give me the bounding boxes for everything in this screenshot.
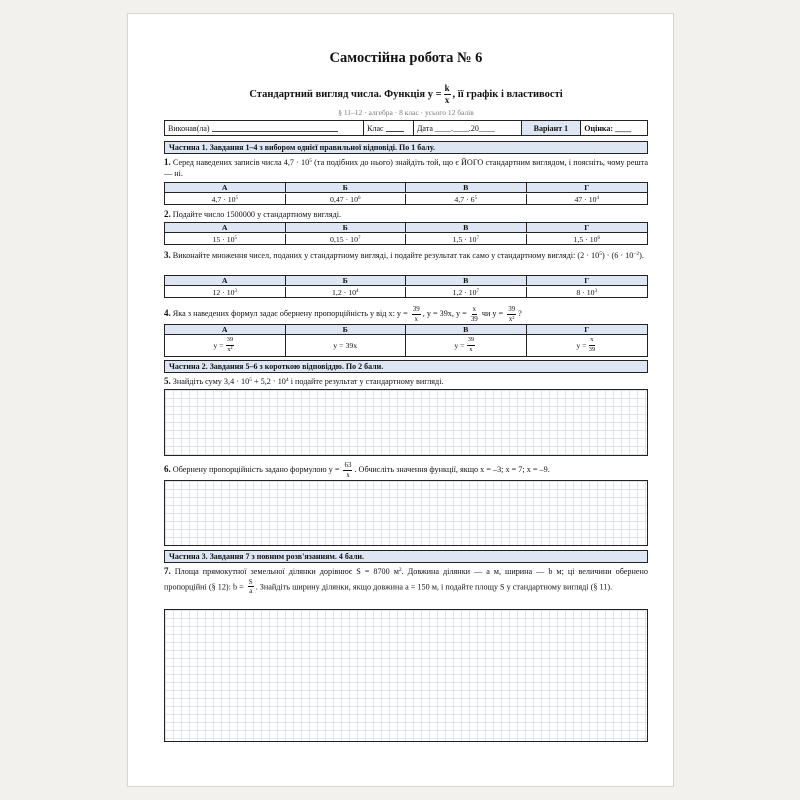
fraction xyxy=(589,337,596,353)
frac-den: 39 xyxy=(588,346,596,353)
option-b[interactable] xyxy=(286,335,407,356)
frac-den: x xyxy=(414,314,418,323)
option-b[interactable]: 0,47 · 10 6 xyxy=(286,194,407,204)
fraction xyxy=(507,306,516,323)
option-letter: В xyxy=(406,325,527,335)
question-text-end: і подайте результат у стандартному вигляді. xyxy=(288,377,444,386)
option-letter: Г xyxy=(527,276,648,286)
option-base: 4,7 · 6 xyxy=(454,194,475,204)
option-b[interactable]: 1,2 · 10 4 xyxy=(286,287,407,297)
question-text: Обернену пропорційність задано формулою y = xyxy=(172,465,340,474)
option-d[interactable]: 1,5 · 10 6 xyxy=(573,234,601,244)
frac-den: a xyxy=(249,587,253,596)
frac-num: 39 xyxy=(412,304,420,313)
question-text-cont: , y = 39x, y = xyxy=(422,309,467,318)
option-letter: А xyxy=(165,325,286,335)
option-c[interactable]: 1,2 · 10 7 xyxy=(406,287,527,297)
frac-den: 39 xyxy=(470,314,478,323)
frac-num: 39 xyxy=(508,304,516,313)
question-text-cont: . Обчисліть значення функції, якщо x = –3; x = 7; x = –9. xyxy=(354,465,550,474)
fraction xyxy=(471,306,478,323)
option-base: 8 · 10 xyxy=(576,287,595,297)
option-base: y = xyxy=(454,341,465,350)
question-number: 5. xyxy=(164,376,171,386)
option-d[interactable] xyxy=(527,335,648,356)
option-letter: Б xyxy=(286,223,407,233)
frac-den: x² xyxy=(227,346,233,353)
option-base: 47 · 10 xyxy=(574,194,597,204)
frac-num: 39 xyxy=(226,337,235,346)
grade-field[interactable]: Оцінка: ____ xyxy=(584,123,632,133)
question-number: 7. xyxy=(164,566,171,576)
option-a[interactable]: 15 · 10 5 xyxy=(165,234,286,244)
performed-by-field[interactable] xyxy=(165,121,364,135)
option-letter: Б xyxy=(286,325,407,335)
question-number: 2. xyxy=(164,209,171,219)
question-text-end: . Знайдіть ширину ділянки, якщо довжина a = 150 м, і подайте площу S у стандартному вигляді (§ 11). xyxy=(255,581,613,591)
fraction xyxy=(226,337,235,353)
subtitle-fraction xyxy=(444,84,451,105)
option-base: y = xyxy=(576,341,587,350)
option-base: y = 39x xyxy=(333,341,358,350)
frac-num: 63 xyxy=(344,460,352,469)
class-label: Клас xyxy=(367,123,384,133)
question-2 xyxy=(164,209,648,220)
frac-num: x xyxy=(589,337,594,346)
page-meta: § 11–12 · алгебра · 8 клас · усього 12 балів xyxy=(338,108,474,117)
question-number: 1. xyxy=(164,157,171,167)
subtitle-after: , її графік і властивості xyxy=(452,88,563,100)
page-title: Самостійна робота № 6 xyxy=(329,50,483,66)
part-3-header: Частина 3. Завдання 7 з повним розв'язанням. 4 бали. xyxy=(164,550,648,563)
fraction xyxy=(248,579,254,596)
class-line[interactable] xyxy=(386,124,404,132)
option-d[interactable]: 8 · 10 3 xyxy=(576,287,598,297)
question-5 xyxy=(164,376,648,387)
answer-grid-q5[interactable] xyxy=(164,389,648,456)
question-text-cont: . Довжина ділянки — a м, ширина — b м; ці величини обернено пропорційні (§ 12): b = xyxy=(164,567,648,591)
option-base: 1,5 · 10 xyxy=(452,234,477,244)
question-text-cont: чи y = xyxy=(481,309,504,318)
exponent: 2 xyxy=(398,567,402,573)
question-text: Серед наведених записів числа 4,7 · 10 xyxy=(172,158,310,167)
frac-den: x xyxy=(346,470,350,479)
exponent: 4 xyxy=(285,377,289,383)
option-base: 12 · 10 xyxy=(212,287,235,297)
frac-den: x² xyxy=(508,314,515,323)
fraction xyxy=(467,337,476,353)
option-base: 15 · 10 xyxy=(212,234,235,244)
option-letter: Б xyxy=(286,276,407,286)
question-text-cont: (та подібних до нього) знайдіть той, що є ЙОГО стандартним виглядом, і поясніть, чому решта — ні. xyxy=(164,158,648,178)
option-letter: В xyxy=(406,223,527,233)
performed-by-label: Виконав(ла) xyxy=(168,123,210,133)
exponent: −2 xyxy=(633,251,640,257)
option-base: 1,5 · 10 xyxy=(573,234,598,244)
frac-num: 39 xyxy=(467,337,476,346)
option-base: 4,7 · 10 xyxy=(211,194,236,204)
option-base: 1,2 · 10 xyxy=(452,287,477,297)
answer-grid-q7[interactable] xyxy=(164,609,648,742)
option-base: 1,2 · 10 xyxy=(331,287,357,297)
performed-by-line[interactable] xyxy=(212,124,338,132)
worksheet-page xyxy=(127,13,674,787)
option-c[interactable]: 4,7 · 6 5 xyxy=(406,194,527,204)
fraction xyxy=(412,306,421,323)
question-text: Виконайте множення чисел, поданих у стандартному вигляді, і подайте результат так само у стандартному вигляді: (2 · 10 xyxy=(172,251,600,260)
q2-options-table xyxy=(164,222,648,245)
option-letter: А xyxy=(165,276,286,286)
question-3 xyxy=(164,250,648,261)
frac-num: k xyxy=(444,83,450,93)
question-6 xyxy=(164,460,648,479)
option-a[interactable]: 12 · 10 3 xyxy=(165,287,286,297)
question-text: Яка з наведених формул задає обернену пропорційність у від x: y = xyxy=(172,309,408,318)
question-text: Подайте число 1500000 у стандартному вигляді. xyxy=(172,210,342,219)
question-number: 4. xyxy=(164,308,171,318)
option-letter: В xyxy=(406,183,527,193)
question-text-end: ? xyxy=(518,309,522,318)
option-letter: А xyxy=(165,183,286,193)
question-text-cont: ) · (6 · 10 xyxy=(601,251,634,260)
question-7 xyxy=(164,565,648,595)
question-number: 6. xyxy=(164,464,171,474)
frac-num: S xyxy=(248,577,253,586)
exponent: 5 xyxy=(309,158,312,164)
exponent: 5 xyxy=(599,251,602,257)
option-letter: Г xyxy=(527,183,648,193)
exponent: 5 xyxy=(249,377,252,383)
q4-options-table xyxy=(164,324,648,357)
question-1 xyxy=(164,157,648,179)
class-field[interactable] xyxy=(364,121,414,135)
option-letter: Г xyxy=(527,325,648,335)
question-text-cont: + 5,2 · 10 xyxy=(251,377,286,386)
option-letter: А xyxy=(165,223,286,233)
option-b[interactable]: 0,15 · 10 7 xyxy=(286,234,407,244)
student-info-box xyxy=(164,120,648,136)
option-base: y = xyxy=(213,341,224,350)
option-letter: В xyxy=(406,276,527,286)
question-text-end: ). xyxy=(639,251,644,260)
option-letter: Г xyxy=(527,223,648,233)
part-2-header: Частина 2. Завдання 5–6 з короткою відповіддю. По 2 бали. xyxy=(164,360,648,373)
fraction xyxy=(343,462,352,479)
frac-num: x xyxy=(472,304,477,313)
option-letter: Б xyxy=(286,183,407,193)
q3-options-table xyxy=(164,275,648,298)
q1-options-table xyxy=(164,182,648,205)
question-text: Площа прямокутної земельної ділянки дорівнює S = 8700 м xyxy=(174,567,399,576)
option-d[interactable]: 47 · 10 4 xyxy=(574,194,600,204)
option-base: 0,47 · 10 xyxy=(330,194,358,204)
frac-den: x xyxy=(469,346,473,353)
option-base: 0,15 · 10 xyxy=(330,234,358,244)
question-text: Знайдіть суму 3,4 · 10 xyxy=(172,377,250,386)
part-1-header: Частина 1. Завдання 1–4 з вибором однієї правильної відповіді. По 1 балу. xyxy=(164,141,648,154)
option-c[interactable]: 1,5 · 10 7 xyxy=(406,234,527,244)
frac-den: x xyxy=(444,94,450,105)
question-4 xyxy=(164,304,648,323)
answer-grid-q6[interactable] xyxy=(164,480,648,546)
option-a[interactable] xyxy=(165,335,286,356)
page-subtitle xyxy=(164,84,648,105)
subtitle-before: Стандартний вигляд числа. Функція y = xyxy=(249,88,442,100)
variant-label: Варіант 1 xyxy=(522,121,582,135)
option-a[interactable]: 4,7 · 10 5 xyxy=(165,194,286,204)
date-field[interactable]: Дата ____.____.20____ xyxy=(414,121,522,135)
question-number: 3. xyxy=(164,250,171,260)
option-c[interactable] xyxy=(406,335,527,356)
